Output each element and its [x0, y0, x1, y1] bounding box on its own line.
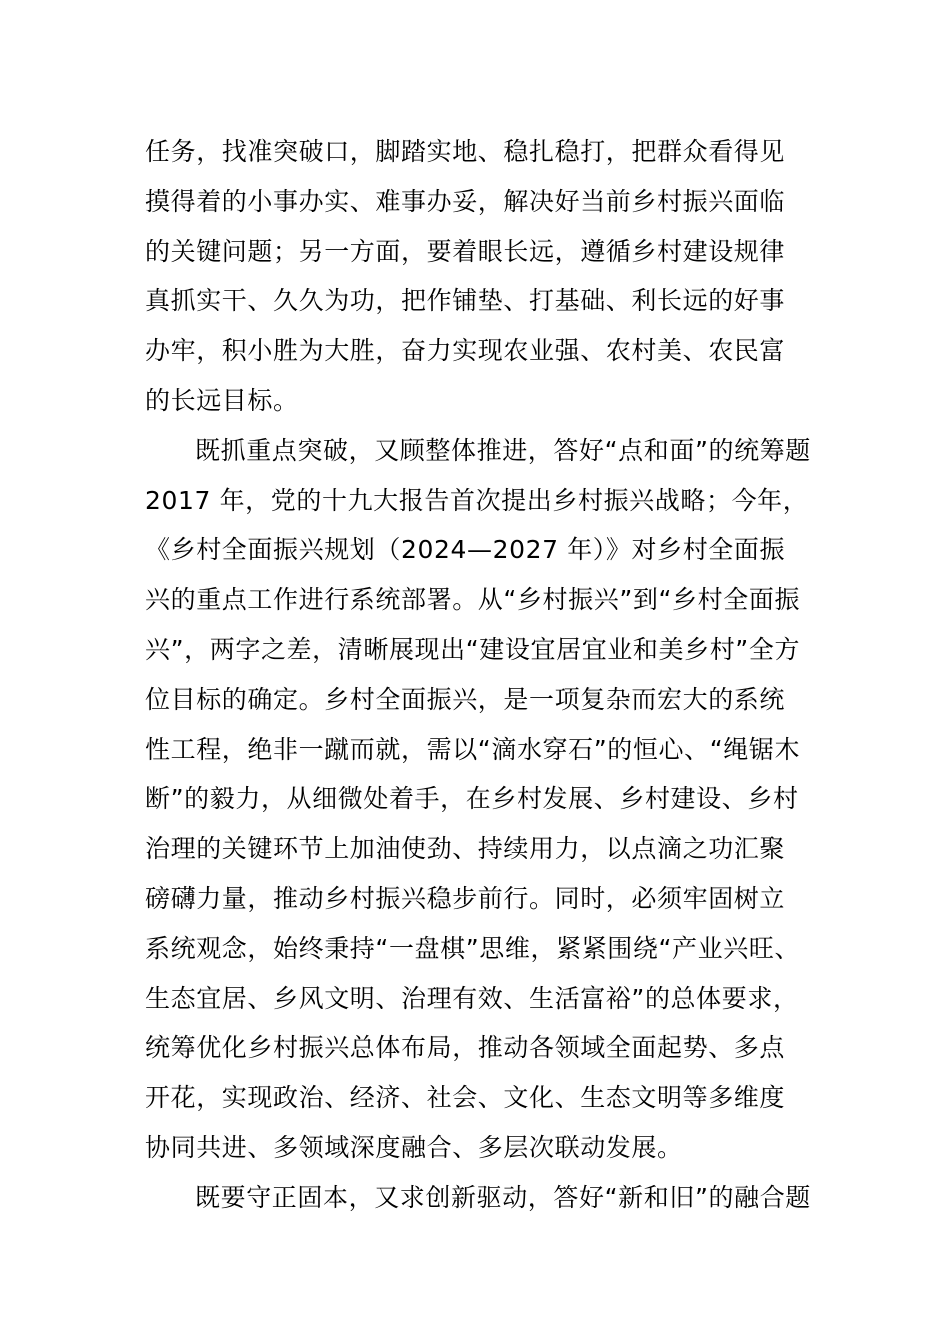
text-line: 磅礴力量，推动乡村振兴稳步前行。同时，必须牢固树立: [145, 883, 786, 913]
text-line: 兴的重点工作进行系统部署。从“乡村振兴”到“乡村全面振: [145, 585, 801, 615]
text-line: 摸得着的小事办实、难事办妥，解决好当前乡村振兴面临: [145, 186, 786, 216]
text-line: 的关键问题；另一方面，要着眼长远，遵循乡村建设规律: [145, 236, 786, 266]
text-line: 《乡村全面振兴规划（2024—2027 年）》对乡村全面振: [145, 535, 786, 565]
section-heading-line: 既抓重点突破，又顾整体推进，答好“点和面”的统筹题: [195, 435, 811, 465]
text-line: 兴”，两字之差，清晰展现出“建设宜居宜业和美乡村”全方: [145, 634, 801, 664]
text-line: 断”的毅力，从细微处着手，在乡村发展、乡村建设、乡村: [145, 784, 799, 814]
text-line: 统筹优化乡村振兴总体布局，推动各领域全面起势、多点: [145, 1033, 786, 1063]
text-line: 协同共进、多领域深度融合、多层次联动发展。: [145, 1132, 683, 1162]
text-line: 办牢，积小胜为大胜，奋力实现农业强、农村美、农民富: [145, 336, 786, 366]
text-line: 系统观念，始终秉持“一盘棋”思维，紧紧围绕“产业兴旺、: [145, 933, 801, 963]
text-line: 生态宜居、乡风文明、治理有效、生活富裕”的总体要求，: [145, 983, 799, 1013]
text-line: 2017 年，党的十九大报告首次提出乡村振兴战略；今年，: [145, 485, 809, 515]
text-line: 性工程，绝非一蹴而就，需以“滴水穿石”的恒心、“绳锯木: [145, 734, 801, 764]
text-line: 治理的关键环节上加油使劲、持续用力，以点滴之功汇聚: [145, 834, 786, 864]
text-line: 的长远目标。: [145, 385, 299, 415]
section-heading-line: 既要守正固本，又求创新驱动，答好“新和旧”的融合题: [195, 1182, 811, 1212]
body-text: [145, 127, 810, 1223]
text-line: 位目标的确定。乡村全面振兴，是一项复杂而宏大的系统: [145, 684, 786, 714]
text-line: 开花，实现政治、经济、社会、文化、生态文明等多维度: [145, 1083, 786, 1113]
text-line: 真抓实干、久久为功，把作铺垫、打基础、利长远的好事: [145, 286, 786, 316]
text-line: 任务，找准突破口，脚踏实地、稳扎稳打，把群众看得见: [145, 137, 786, 166]
